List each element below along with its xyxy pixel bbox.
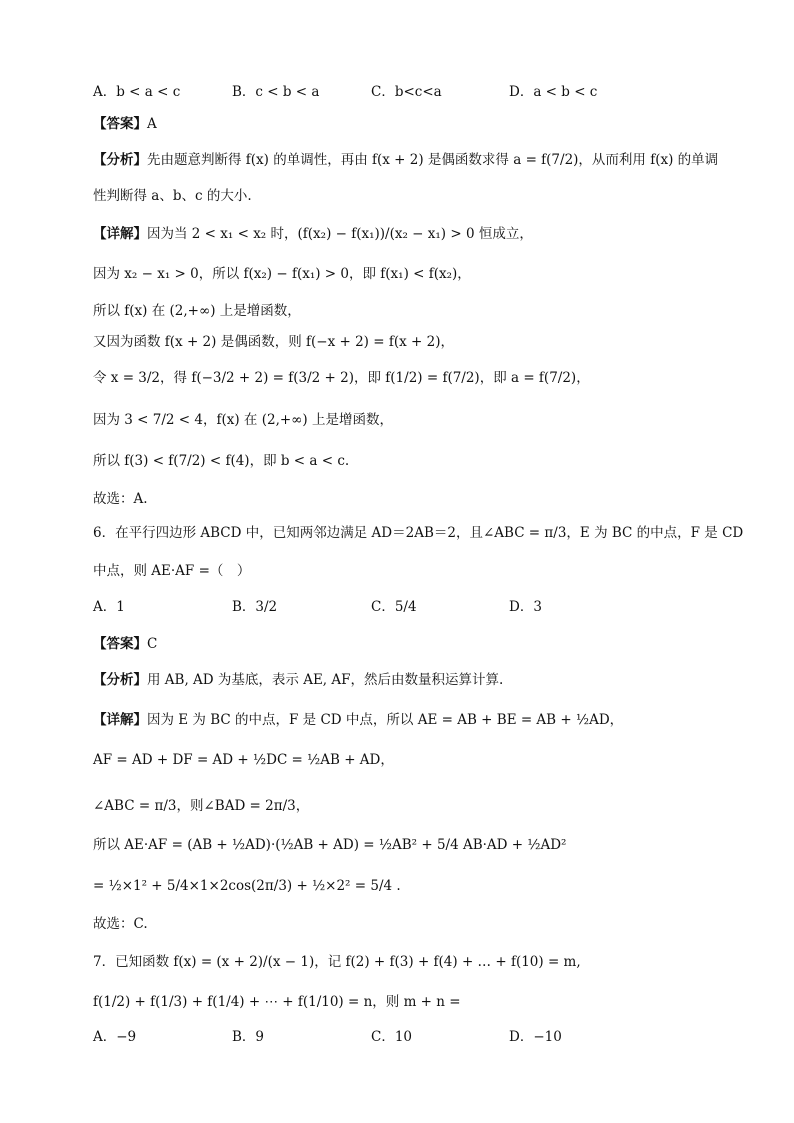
q6-stem-line2: 中点，则 AE·AF =（ ）	[93, 563, 251, 579]
detail-tag: 【详解】	[93, 712, 147, 728]
q7-option-a: A．−9	[93, 1029, 137, 1045]
analysis-tag: 【分析】	[93, 152, 147, 168]
q6-detail-line4: 所以 AE·AF = (AB + ½AD)·(½AB + AD) = ½AB² + 5/4 AB·AD + ½AD²	[93, 837, 567, 853]
q5-analysis-line1	[93, 150, 718, 170]
q6-analysis	[93, 670, 503, 690]
analysis-text: 先由题意判断得 f(x) 的单调性，再由 f(x + 2) 是偶函数求得 a = f(7/2)，从而利用 f(x) 的单调	[147, 152, 719, 168]
q6-option-a: A．1	[93, 599, 125, 615]
q6-option-d: D．3	[509, 599, 542, 615]
q5-detail-line2: 因为 x₂ − x₁ > 0，所以 f(x₂) − f(x₁) > 0，即 f(x₁) < f(x₂)，	[93, 266, 471, 282]
q6-option-b: B．3/2	[232, 599, 278, 615]
q5-detail-line7: 所以 f(3) < f(7/2) < f(4)，即 b < a < c.	[93, 453, 350, 469]
answer-value: A	[147, 116, 157, 132]
detail-tag: 【详解】	[93, 226, 147, 242]
q5-analysis-line2: 性判断得 a、b、c 的大小.	[93, 188, 252, 204]
q5-option-d: D．a < b < c	[509, 84, 598, 100]
q5-option-b: B．c < b < a	[232, 84, 320, 100]
answer-tag: 【答案】	[93, 116, 147, 132]
q5-option-c: C．b<c<a	[371, 84, 442, 100]
q6-detail-line1	[93, 710, 623, 730]
q5-detail-line1	[93, 224, 533, 244]
q5-answer	[93, 114, 157, 134]
analysis-text: 用 AB, AD 为基底，表示 AE, AF，然后由数量积运算计算.	[147, 672, 504, 688]
q5-detail-line3: 所以 f(x) 在 (2,+∞) 上是增函数，	[93, 303, 301, 319]
q6-stem-line1: 6．在平行四边形 ABCD 中，已知两邻边满足 AD＝2AB＝2，且∠ABC = π/3，E 为 BC 的中点，F 是 CD	[93, 525, 744, 541]
q5-detail-line6: 因为 3 < 7/2 < 4，f(x) 在 (2,+∞) 上是增函数，	[93, 412, 393, 428]
q6-detail-line5: = ½×1² + 5/4×1×2cos(2π/3) + ½×2² = 5/4 .	[93, 878, 401, 894]
q6-detail-line2: AF = AD + DF = AD + ½DC = ½AB + AD，	[93, 752, 394, 768]
q5-option-a: A．b < a < c	[93, 84, 181, 100]
q6-option-c: C．5/4	[371, 599, 417, 615]
q7-option-b: B．9	[232, 1029, 265, 1045]
q5-detail-line5: 令 x = 3/2，得 f(−3/2 + 2) = f(3/2 + 2)，即 f(1/2) = f(7/2)，即 a = f(7/2)，	[93, 370, 590, 386]
detail-text: 因为当 2 < x₁ < x₂ 时，(f(x₂) − f(x₁))/(x₂ − x₁) > 0 恒成立，	[147, 226, 533, 242]
q6-answer	[93, 634, 157, 654]
q5-detail-line8: 故选：A.	[93, 491, 148, 507]
q5-detail-line4: 又因为函数 f(x + 2) 是偶函数，则 f(−x + 2) = f(x + 2)，	[93, 334, 454, 350]
q7-stem-line1: 7．已知函数 f(x) = (x + 2)/(x − 1)，记 f(2) + f(3) + f(4) + … + f(10) = m,	[93, 954, 581, 970]
q7-stem-line2: f(1/2) + f(1/3) + f(1/4) + ⋯ + f(1/10) = n，则 m + n =	[93, 994, 461, 1010]
answer-value: C	[147, 636, 158, 652]
detail-text: 因为 E 为 BC 的中点，F 是 CD 中点，所以 AE = AB + BE = AB + ½AD，	[147, 712, 624, 728]
analysis-tag: 【分析】	[93, 672, 147, 688]
q6-detail-line6: 故选：C.	[93, 916, 148, 932]
q7-option-d: D．−10	[509, 1029, 562, 1045]
q6-detail-line3: ∠ABC = π/3，则∠BAD = 2π/3，	[93, 798, 310, 814]
q7-option-c: C．10	[371, 1029, 413, 1045]
answer-tag: 【答案】	[93, 636, 147, 652]
